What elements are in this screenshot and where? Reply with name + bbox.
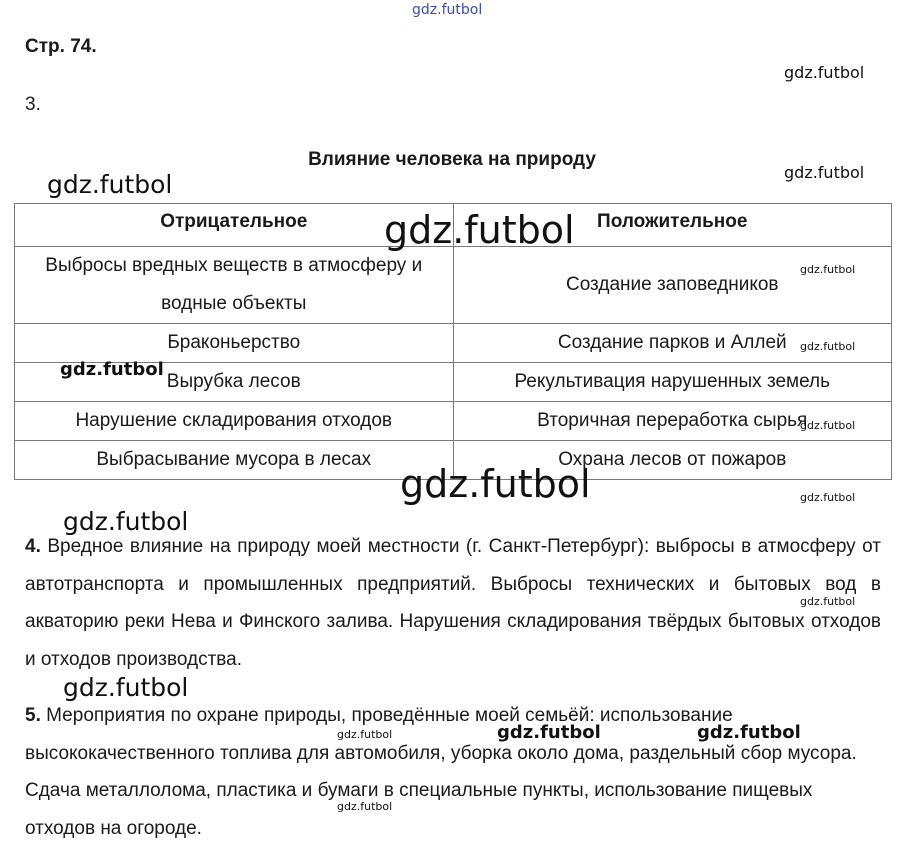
watermark: gdz.futbol (384, 208, 575, 252)
column-header-positive: Положительное (453, 204, 892, 247)
task-5-label: 5. (25, 705, 41, 726)
table-row (15, 247, 892, 324)
task-5-text: Мероприятия по охране природы, проведённые моей семьёй: использование высококачественного топлива для автомобиля, уборка около дома, раздельный сбор мусора. Сдача металлолома, пластика и бумаги в специальные пункты, использование пищевых отходов на огороде. (25, 705, 857, 839)
watermark: gdz.futbol (800, 263, 856, 276)
watermark: gdz.futbol (337, 728, 393, 741)
watermark: gdz.futbol (784, 163, 865, 182)
table-row (15, 324, 892, 363)
watermark: gdz.futbol (800, 419, 856, 432)
table-cell-positive: Создание заповедников (453, 247, 892, 324)
task-4-paragraph (25, 528, 881, 678)
watermark: gdz.futbol (800, 491, 856, 504)
task-5-paragraph (25, 697, 881, 847)
watermark: gdz.futbol (337, 800, 393, 813)
table-cell-positive: Вторичная переработка сырья (453, 402, 892, 441)
column-header-negative: Отрицательное (15, 204, 454, 247)
task-4-label: 4. (25, 536, 41, 557)
page-number: Стр. 74. (25, 36, 97, 57)
table-cell-positive: Рекультивация нарушенных земель (453, 363, 892, 402)
watermark: gdz.futbol (47, 170, 173, 199)
table-cell-negative: Выбрасывание мусора в лесах (15, 441, 454, 480)
watermark: gdz.futbol (800, 340, 856, 353)
table-title: Влияние человека на природу (308, 149, 596, 170)
watermark: gdz.futbol (697, 722, 801, 743)
watermark: gdz.futbol (63, 673, 189, 702)
table-row (15, 402, 892, 441)
table-cell-negative: Браконьерство (15, 324, 454, 363)
table-cell-positive: Охрана лесов от пожаров (453, 441, 892, 480)
watermark: gdz.futbol (412, 2, 483, 18)
watermark: gdz.futbol (784, 63, 865, 82)
watermark: gdz.futbol (497, 722, 601, 743)
watermark: gdz.futbol (400, 462, 591, 506)
table-cell-positive: Создание парков и Аллей (453, 324, 892, 363)
watermark: gdz.futbol (60, 359, 164, 380)
task-4-text: Вредное влияние на природу моей местности (г. Санкт-Петербург): выбросы в атмосферу от автотранспорта и промышленных предприятий. Выбросы технических и бытовых вод в акваторию реки Нева и Финского залива. Нарушения складирования твёрдых бытовых отходов и отходов производства. (25, 536, 882, 670)
watermark: gdz.futbol (63, 507, 189, 536)
watermark: gdz.futbol (800, 595, 856, 608)
table-cell-negative: Выбросы вредных веществ в атмосферу и водные объекты (15, 247, 454, 324)
task-3-number: 3. (25, 94, 41, 115)
table-cell-negative: Вырубка лесов (15, 363, 454, 402)
table-cell-negative: Нарушение складирования отходов (15, 402, 454, 441)
